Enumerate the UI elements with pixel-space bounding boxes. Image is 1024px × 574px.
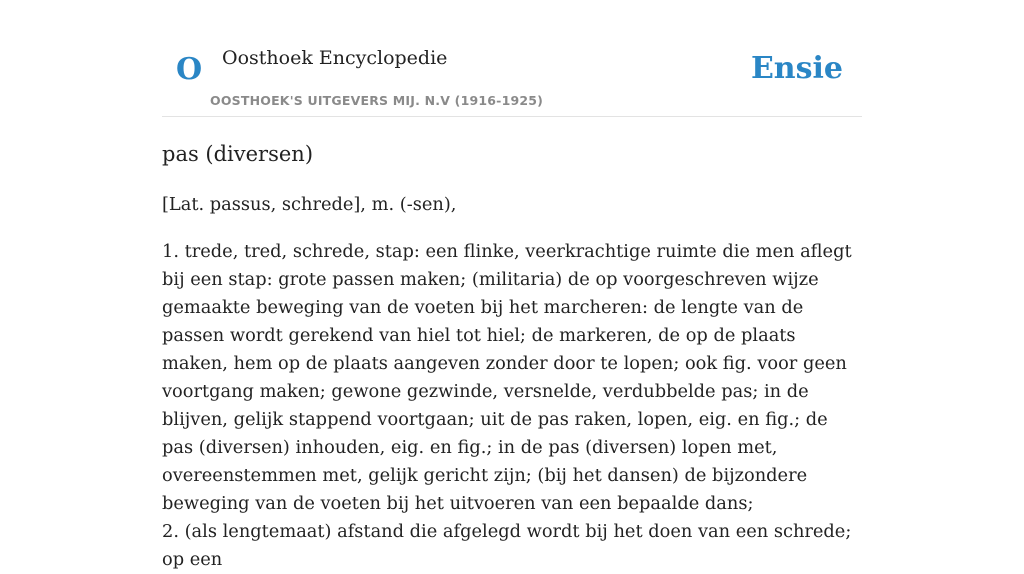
entry-etymology: [Lat. passus, schrede], m. (-sen), <box>162 194 457 215</box>
publisher-label: OOSTHOEK'S UITGEVERS MIJ. N.V (1916-1925) <box>210 93 544 108</box>
logo-icon[interactable]: O <box>176 52 203 87</box>
site-name-link[interactable]: Oosthoek Encyclopedie <box>222 47 448 69</box>
entry-paragraph-1: 1. trede, tred, schrede, stap: een flinke, veerkrachtige ruimte die men aflegt bij een stap: grote passen maken; (militaria) de op voorgeschreven wijze gemaakte beweging van de voeten bij het marcheren: de lengte van de passen wordt gerekend van hiel tot hiel; de markeren, de op de plaats maken, hem op de plaats aangeven zonder door te lopen; ook fig. voor geen voortgang maken; gewone gezwinde, versnelde, verdubbelde pas; in de blijven, gelijk stappend voortgaan; uit de pas raken, lopen, eig. en fig.; de pas (diversen) inhouden, eig. en fig.; in de pas (diversen) lopen met, overeenstemmen met, gelijk gericht zijn; (bij het dansen) de bijzondere beweging van de voeten bij het uitvoeren van een bepaalde dans; <box>162 241 852 514</box>
site-header <box>162 0 862 117</box>
entry-title: pas (diversen) <box>162 142 314 166</box>
ensie-brand-link[interactable]: Ensie <box>750 51 843 86</box>
entry-paragraph-2: 2. (als lengtemaat) afstand die afgelegd wordt bij het doen van een schrede; op een <box>162 521 852 570</box>
entry-content <box>162 191 862 574</box>
